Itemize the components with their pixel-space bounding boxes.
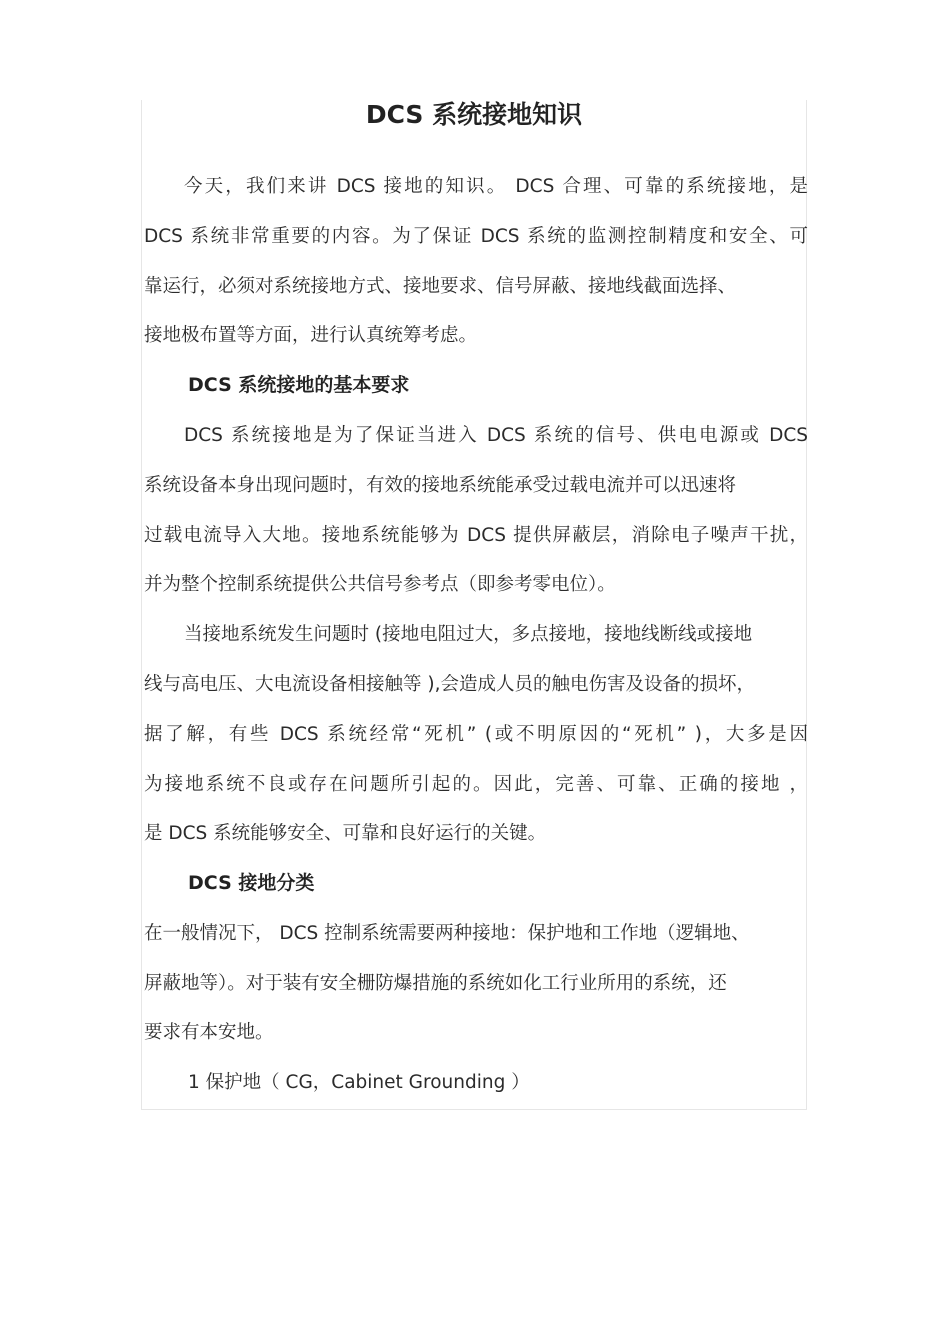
section1-para2-line-3: 据了解，有些 DCS 系统经常“死机” (或不明原因的“死机” )，大多是因 bbox=[144, 724, 808, 745]
section1-para1-line-2: 系统设备本身出现问题时，有效的接地系统能承受过载电流并可以迅速将 bbox=[144, 475, 737, 496]
section2-para1-line-3: 要求有本安地。 bbox=[144, 1022, 274, 1043]
section1-para2-line-2: 线与高电压、大电流设备相接触等 ),会造成人员的触电伤害及设备的损坏， bbox=[144, 674, 755, 695]
intro-line-1: 今天，我们来讲 DCS 接地的知识。 DCS 合理、可靠的系统接地，是 bbox=[184, 176, 808, 197]
section1-para1-line-3: 过载电流导入大地。接地系统能够为 DCS 提供屏蔽层，消除电子噪声干扰， bbox=[144, 525, 808, 546]
section1-para2-line-5: 是 DCS 系统能够安全、可靠和良好运行的关键。 bbox=[144, 823, 547, 844]
section1-para1-line-4: 并为整个控制系统提供公共信号参考点（即参考零电位）。 bbox=[144, 574, 616, 595]
intro-line-3: 靠运行，必须对系统接地方式、接地要求、信号屏蔽、接地线截面选择、 bbox=[144, 276, 737, 297]
list-item-protective-ground: 1 保护地（ CG，Cabinet Grounding ） bbox=[188, 1072, 530, 1093]
section1-para2-line-1: 当接地系统发生问题时 (接地电阻过大，多点接地，接地线断线或接地 bbox=[184, 624, 753, 645]
section2-para1-line-1: 在一般情况下， DCS 控制系统需要两种接地：保护地和工作地（逻辑地、 bbox=[144, 923, 750, 944]
section-heading-grounding-classification: DCS 接地分类 bbox=[188, 872, 315, 894]
section1-para1-line-1: DCS 系统接地是为了保证当进入 DCS 系统的信号、供电电源或 DCS bbox=[184, 425, 808, 446]
section2-para1-line-2: 屏蔽地等）。对于装有安全栅防爆措施的系统如化工行业所用的系统，还 bbox=[144, 973, 727, 994]
document-title: DCS 系统接地知识 bbox=[365, 100, 583, 129]
section1-para2-line-4: 为接地系统不良或存在问题所引起的。因此，完善、可靠、正确的接地 ， bbox=[144, 774, 808, 795]
intro-line-2: DCS 系统非常重要的内容。为了保证 DCS 系统的监测控制精度和安全、可 bbox=[144, 226, 808, 247]
intro-line-4: 接地极布置等方面，进行认真统筹考虑。 bbox=[144, 325, 478, 346]
section-heading-basic-requirements: DCS 系统接地的基本要求 bbox=[188, 374, 410, 396]
